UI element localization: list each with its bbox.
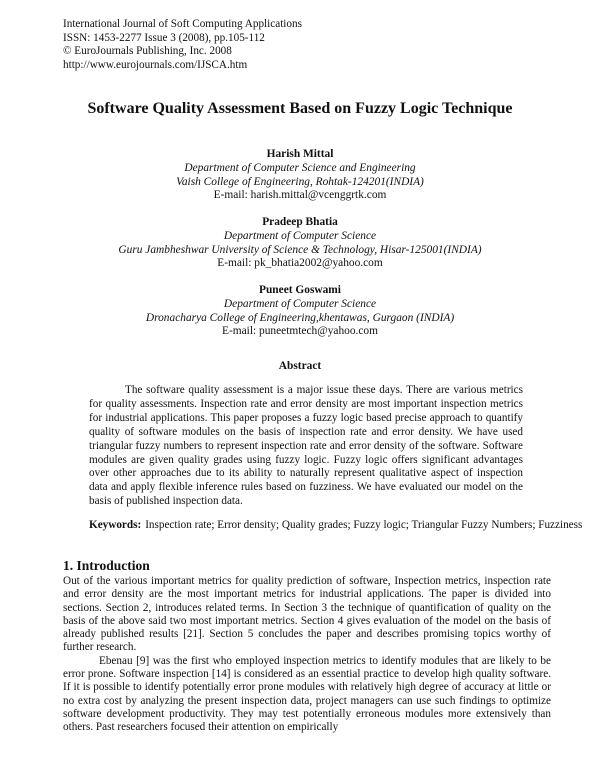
author-name: Pradeep Bhatia bbox=[262, 216, 338, 228]
abstract-text: The software quality assessment is a major issue these days. There are various metrics for quality assessments. Inspection rate and error density are most important inspection metrics for industrial applications. This paper proposes a fuzzy logic based precise approach to quantify quality of software modules on the basis of inspection rate and error density. We have used triangular fuzzy numbers to represent inspection rate and error density of the software. Software modules are given quality grades using fuzzy logic. Fuzzy logic offers significant advantages over other approaches due to its ability to naturally represent qualitative aspect of inspection data and apply flexible inference rules based on fuzziness. We have evaluated our model on the basis of published inspection data. bbox=[89, 384, 523, 508]
author-name: Puneet Goswami bbox=[259, 284, 341, 296]
author-department: Department of Computer Science and Engineering bbox=[184, 161, 416, 174]
paragraph: Out of the various important metrics for quality prediction of software, Inspection metrics, inspection rate and error density are the most important metrics for industrial applications. The paper is divided into sections. Section 2, introduces related terms. In Section 3 the technique of quantification of quality on the basis of the above said two most important metrics. Section 4 gives evaluation of the model on the basis of already published results [21]. Section 5 concludes the paper and describes promising topics worthy of further research. bbox=[63, 575, 551, 654]
section-heading-introduction: 1. Introduction bbox=[63, 558, 150, 573]
abstract-heading: Abstract bbox=[278, 360, 322, 372]
keywords bbox=[89, 519, 591, 533]
paper-title: Software Quality Assessment Based on Fuzzy Logic Technique bbox=[87, 100, 513, 117]
author-block-1 bbox=[0, 148, 600, 203]
author-name: Harish Mittal bbox=[266, 148, 334, 160]
journal-url: http://www.eurojournals.com/IJSCA.htm bbox=[63, 58, 248, 71]
author-email: E-mail: puneetmtech@yahoo.com bbox=[222, 325, 378, 338]
journal-name: International Journal of Soft Computing Applications bbox=[63, 18, 302, 30]
journal-header bbox=[63, 18, 302, 72]
author-block-3 bbox=[0, 284, 600, 339]
author-institution: Guru Jambheshwar University of Science & Technology, Hisar-125001(INDIA) bbox=[118, 243, 482, 256]
author-block-2 bbox=[0, 216, 600, 271]
journal-copyright: © EuroJournals Publishing, Inc. 2008 bbox=[63, 45, 232, 58]
author-institution: Dronacharya College of Engineering,khentawas, Gurgaon (INDIA) bbox=[145, 311, 455, 324]
keywords-label: Keywords: bbox=[89, 519, 142, 531]
journal-issn: ISSN: 1453-2277 Issue 3 (2008), pp.105-112 bbox=[63, 31, 265, 44]
paragraph: Ebenau [9] was the first who employed inspection metrics to identify modules that are likely to be error prone. Software inspection [14] is considered as an essential practice to develop high quality software. If it is possible to identify potentially error prone modules with relatively high degree of accuracy at little or no extra cost by analyzing the present inspection data, project managers can use such findings to optimize software development productivity. They may test potentially erroneous modules more extensively than others. Past researchers focused their attention on empirically bbox=[63, 654, 551, 734]
author-department: Department of Computer Science bbox=[223, 297, 377, 310]
author-department: Department of Computer Science bbox=[223, 229, 377, 242]
author-email: E-mail: harish.mittal@vcenggrtk.com bbox=[213, 189, 387, 202]
author-email: E-mail: pk_bhatia2002@yahoo.com bbox=[217, 257, 383, 270]
keywords-text: Inspection rate; Error density; Quality grades; Fuzzy logic; Triangular Fuzzy Numbers; Fuzziness bbox=[145, 519, 583, 531]
author-institution: Vaish College of Engineering, Rohtak-124201(INDIA) bbox=[176, 175, 424, 188]
introduction-body bbox=[63, 575, 551, 735]
